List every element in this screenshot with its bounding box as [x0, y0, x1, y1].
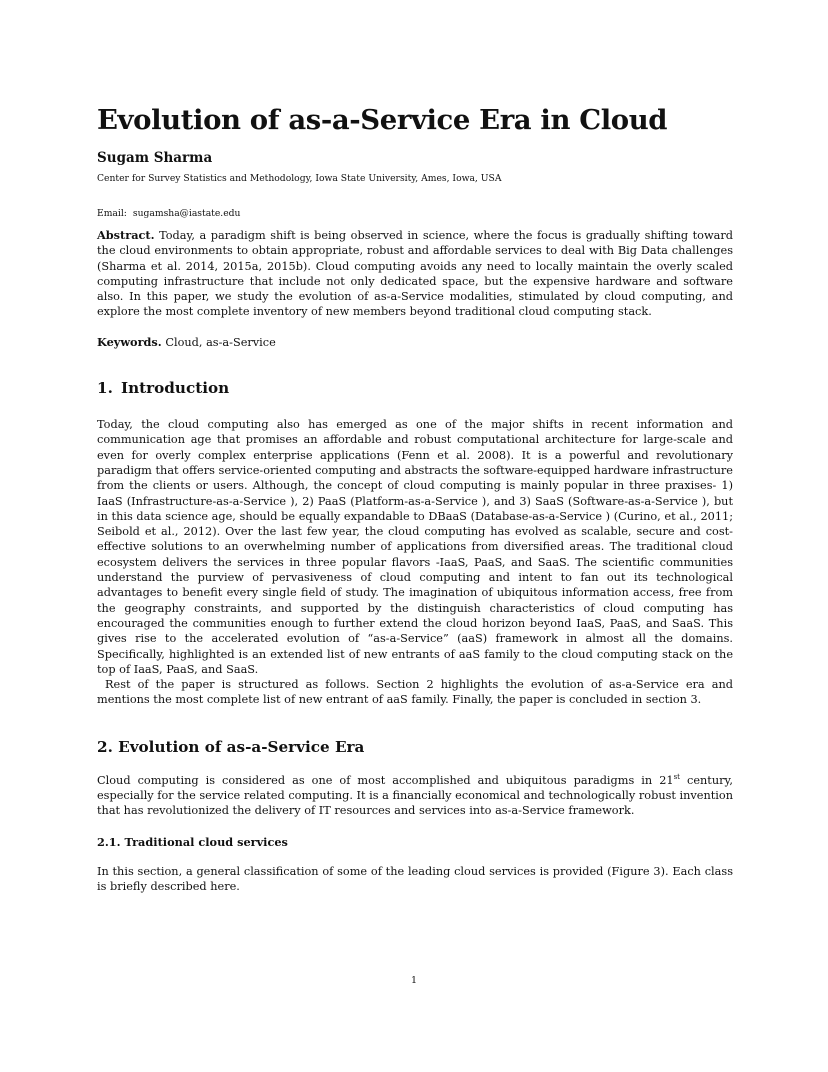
affiliation: Center for Survey Statistics and Methodology, Iowa State University, Ames, Iowa, USA — [97, 173, 502, 184]
section-number: 1. — [97, 379, 113, 398]
keywords-heading: Keywords. — [97, 334, 162, 349]
subsection-heading-traditional: 2.1. Traditional cloud services — [97, 834, 288, 849]
introduction-paragraph-2: Rest of the paper is structured as follows. Section 2 highlights the evolution of as-a-Service era and mentions the most complete list of new entrant of aaS family. Finally, the paper is concluded in section 3. — [97, 678, 733, 707]
evolution-text-start: Cloud computing is considered as one of most accomplished and ubiquitous paradigms in 21 — [97, 773, 674, 787]
introduction-paragraph-1: Today, the cloud computing also has emerged as one of the major shifts in recent information and communication age that promises an affordable and robust computational architecture for large-scale and even for overly complex enterprise applications (Fenn et al. 2008). It is a powerful and revolutionary paradigm that offers service-oriented computing and abstracts the software-equipped hardware infrastructure from the clients or users. Although, the concept of cloud computing is mainly popular in three praxises- 1) IaaS (Infrastructure-as-a-Service ), 2) PaaS (Platform-as-a-Service ), and 3) SaaS (Software-as-a-Service ), but in this data science age, should be equally expandable to DBaaS (Database-as-a-Service ) (Curino, et al., 2011; Seibold et al., 2012). Over the last few year, the cloud computing has evolved as scalable, secure and cost-effective solutions to an overwhelming number of applications from diversified areas. The traditional cloud ecosystem delivers the services in three popular flavors -IaaS, PaaS, and SaaS. The scientific communities understand the purview of pervasiveness of cloud computing and intent to fan out its technological advantages to benefit every single field of study. The imagination of ubiquitous information access, free from the geography constraints, and supported by the distinguish characteristics of cloud computing has encouraged the communities enough to further extend the cloud horizon beyond IaaS, PaaS, and SaaS. This gives rise to the accelerated evolution of “as-a-Service” (aaS) framework in almost all the domains. Specifically, highlighted is an extended list of new entrants of aaS family to the cloud computing stack on the top of IaaS, PaaS, and SaaS. — [97, 418, 733, 676]
author-name: Sugam Sharma — [97, 150, 213, 166]
ordinal-superscript: st — [673, 772, 680, 781]
keywords-text: Cloud, as-a-Service — [165, 335, 276, 349]
section-heading-introduction — [97, 378, 733, 398]
email-label: Email: — [97, 208, 127, 219]
abstract — [97, 228, 733, 320]
keywords — [97, 335, 733, 350]
email-address[interactable]: sugamsha@iastate.edu — [132, 208, 241, 219]
paper-page — [97, 100, 733, 894]
abstract-heading: Abstract. — [97, 228, 155, 242]
email-line — [97, 207, 733, 221]
abstract-text: Today, a paradigm shift is being observed in science, where the focus is gradually shifting toward the cloud environments to obtain appropriate, robust and affordable services to deal with Big Data challenges (Sharma et al. 2014, 2015a, 2015b). Cloud computing avoids any need to locally maintain the overly scaled computing infrastructure that include not only dedicated space, but the expensive hardware and software also. In this paper, we study the evolution of as-a-Service modalities, stimulated by cloud computing, and explore the most complete inventory of new members beyond traditional cloud computing stack. — [97, 229, 734, 319]
section-heading-evolution: 2. Evolution of as-a-Service Era — [97, 737, 365, 756]
evolution-paragraph — [97, 773, 733, 819]
page-number: 1 — [410, 975, 418, 986]
traditional-paragraph: In this section, a general classification of some of the leading cloud services is provided (Figure 3). Each class is briefly described here. — [97, 864, 733, 893]
section-title: Introduction — [121, 379, 230, 398]
paper-title: Evolution of as-a-Service Era in Cloud — [97, 104, 668, 136]
evolution-text-end: century, especially for the service related computing. It is a financially economical and technologically robust invention that has revolutionized the delivery of IT resources and services into as-a-Service framework. — [97, 773, 733, 818]
